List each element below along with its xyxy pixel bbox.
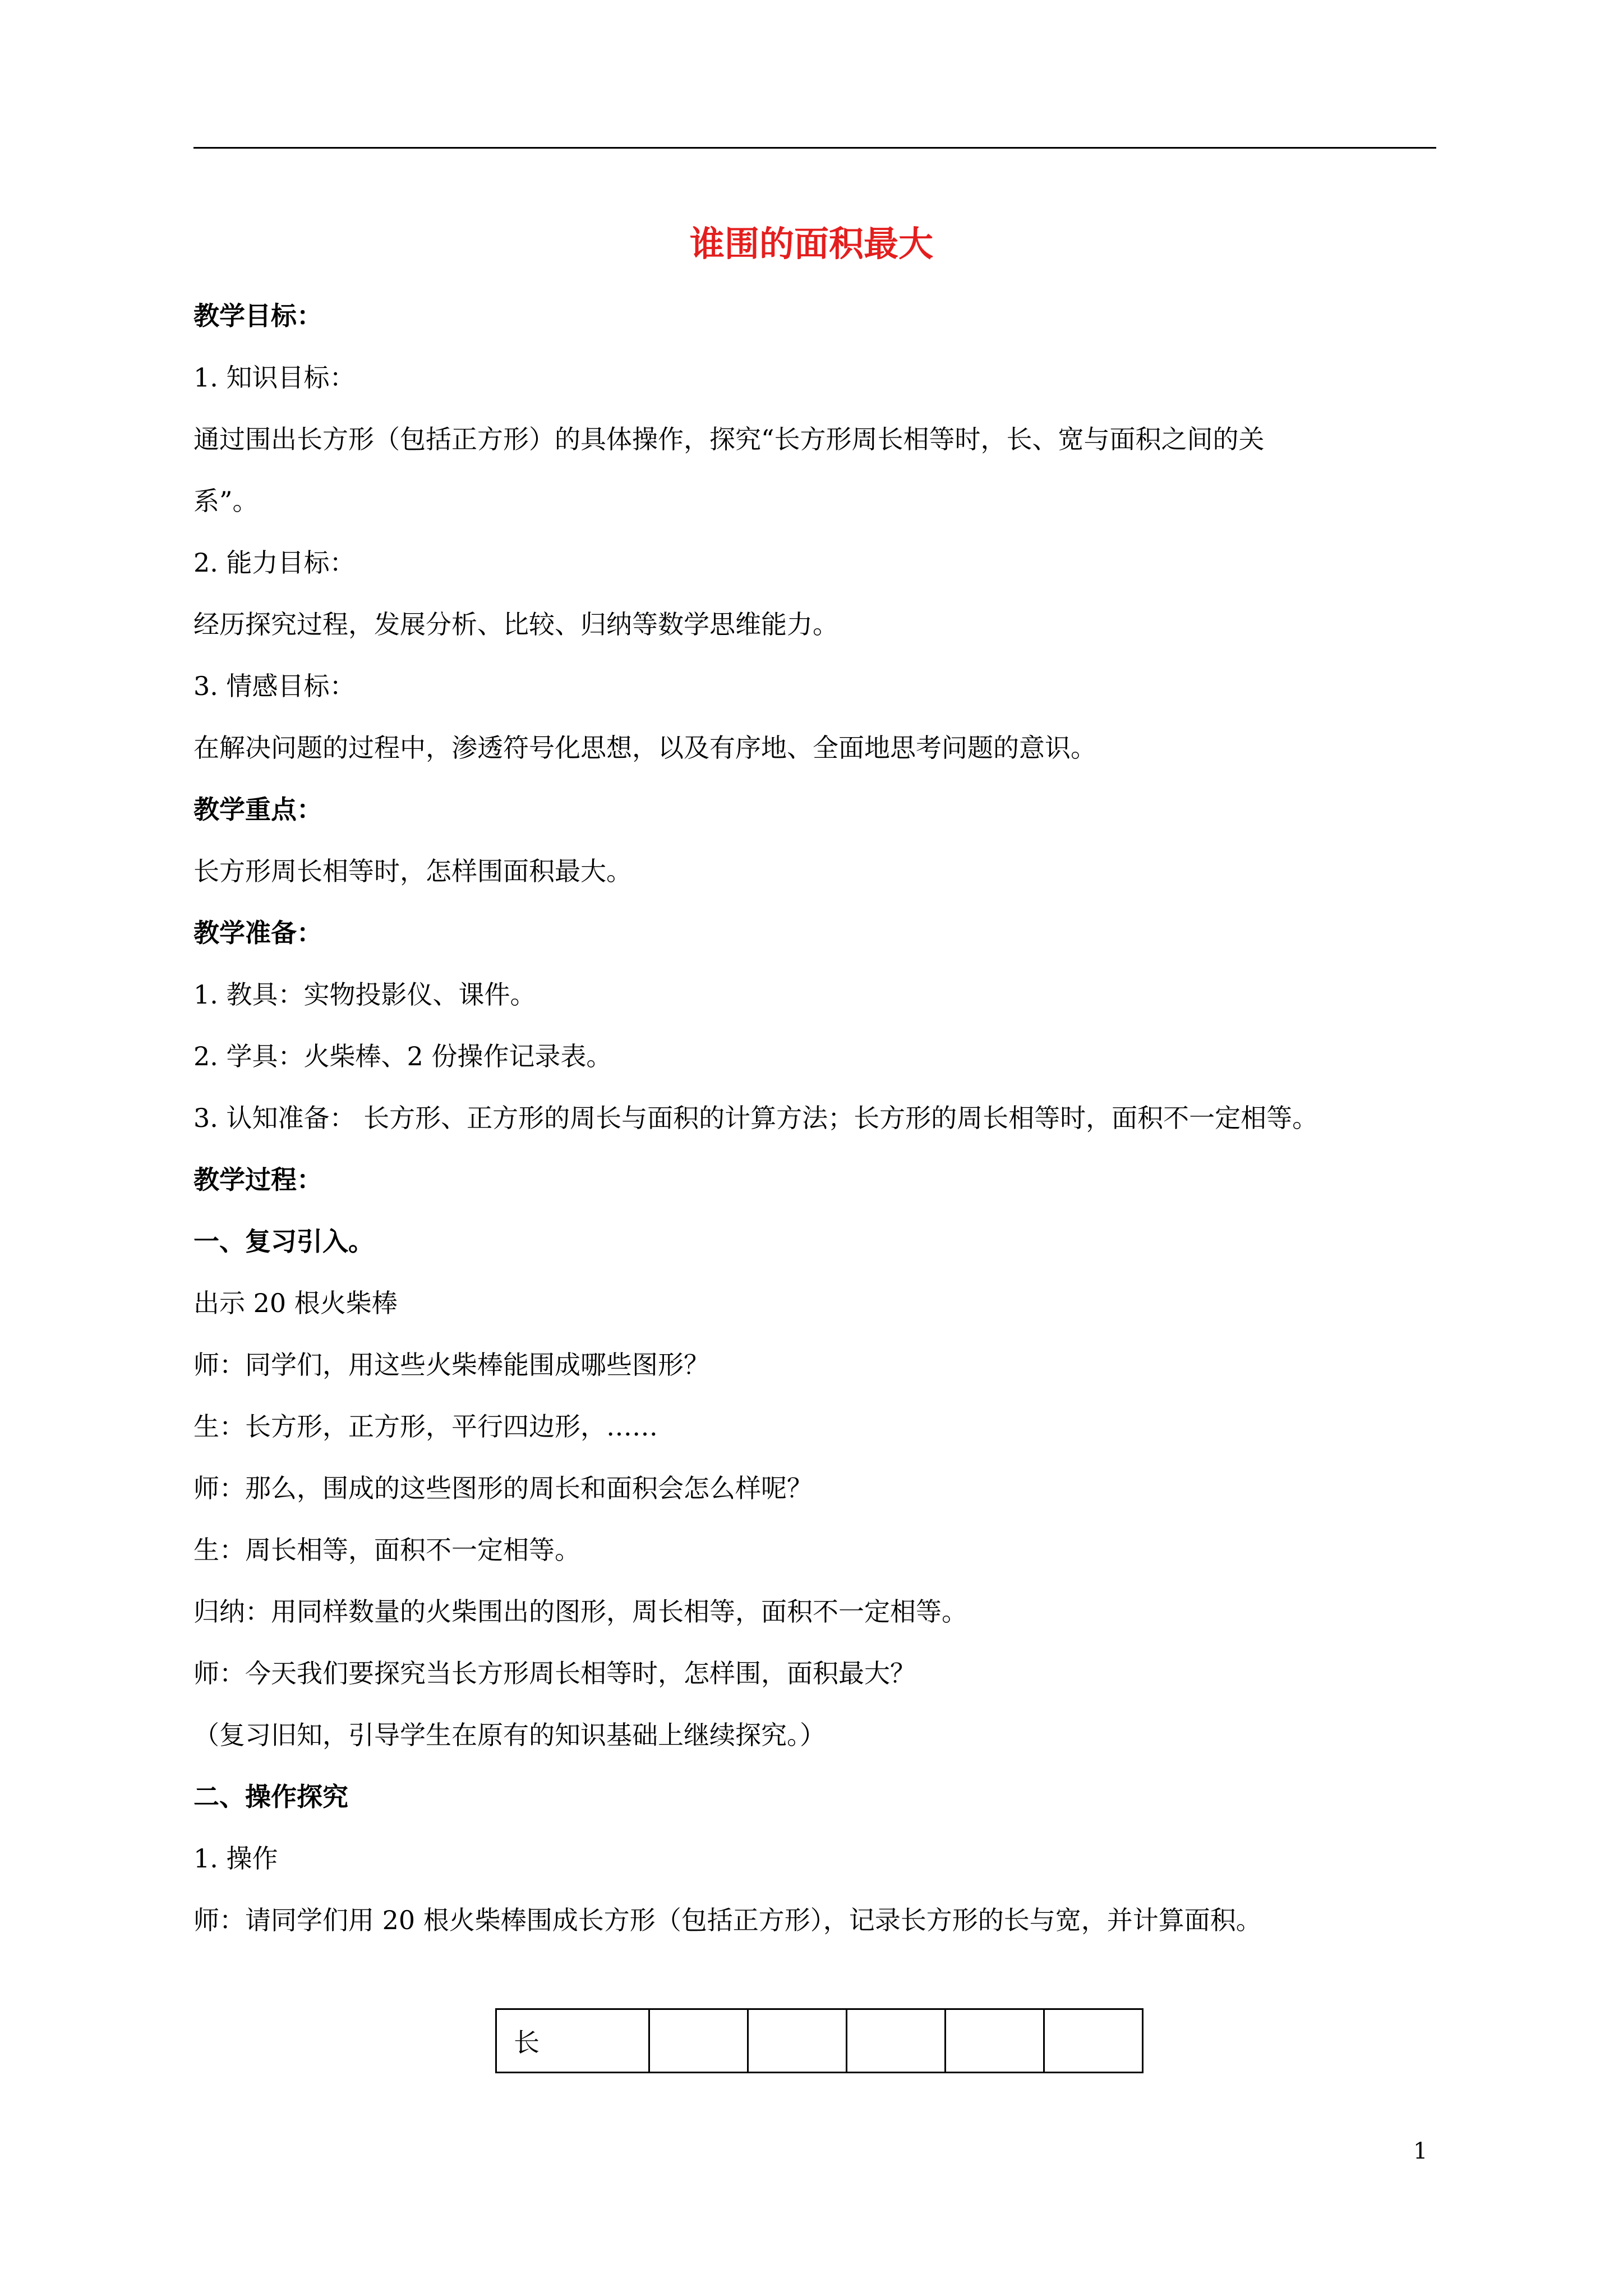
paragraph-line: （复习旧知，引导学生在原有的知识基础上继续探究。） — [193, 1720, 826, 1750]
paragraph-line: 3. 认知准备： 长方形、正方形的周长与面积的计算方法；长方形的周长相等时，面积不一定相等。 — [193, 1103, 1318, 1133]
paragraph-line: 2. 能力目标： — [193, 547, 356, 578]
header-rule — [193, 147, 1436, 149]
table-cell — [748, 2009, 847, 2073]
heading-key-points: 教学重点： — [193, 794, 322, 825]
heading-section-2: 二、操作探究 — [193, 1782, 348, 1812]
paragraph-line: 出示 20 根火柴棒 — [193, 1288, 398, 1318]
paragraph-line: 1. 操作 — [193, 1843, 278, 1874]
paragraph-line: 1. 教具：实物投影仪、课件。 — [193, 979, 536, 1010]
paragraph-line: 长方形周长相等时，怎样围面积最大。 — [193, 856, 632, 886]
paragraph-line: 经历探究过程，发展分析、比较、归纳等数学思维能力。 — [193, 609, 838, 639]
paragraph-line: 师：今天我们要探究当长方形周长相等时，怎样围，面积最大？ — [193, 1658, 916, 1688]
paragraph-line: 生：周长相等，面积不一定相等。 — [193, 1535, 580, 1565]
heading-section-1: 一、复习引入。 — [193, 1226, 374, 1257]
paragraph-line: 师：那么，围成的这些图形的周长和面积会怎么样呢？ — [193, 1473, 813, 1503]
heading-process: 教学过程： — [193, 1165, 322, 1195]
paragraph-line: 在解决问题的过程中，渗透符号化思想，以及有序地、全面地思考问题的意识。 — [193, 733, 1096, 763]
paragraph-line: 归纳：用同样数量的火柴围出的图形，周长相等，面积不一定相等。 — [193, 1596, 967, 1627]
table-cell — [1044, 2009, 1143, 2073]
paragraph-line: 3. 情感目标： — [193, 671, 356, 701]
paragraph-line: 生：长方形，正方形，平行四边形，…… — [193, 1411, 658, 1442]
paragraph-line: 2. 学具：火柴棒、2 份操作记录表。 — [193, 1041, 612, 1071]
paragraph-line: 通过围出长方形（包括正方形）的具体操作，探究“长方形周长相等时，长、宽与面积之间的关 — [193, 424, 1265, 454]
table-cell — [847, 2009, 946, 2073]
table-cell — [946, 2009, 1044, 2073]
paragraph-line: 师：请同学们用 20 根火柴棒围成长方形（包括正方形），记录长方形的长与宽，并计算面积。 — [193, 1905, 1262, 1935]
heading-preparation: 教学准备： — [193, 918, 322, 948]
page-title: 谁围的面积最大 — [689, 223, 933, 264]
paragraph-line: 师：同学们，用这些火柴棒能围成哪些图形？ — [193, 1350, 709, 1380]
heading-teaching-goals: 教学目标： — [193, 301, 322, 331]
page-number: 1 — [1413, 2138, 1428, 2164]
table-cell — [649, 2009, 748, 2073]
paragraph-line: 1. 知识目标： — [193, 362, 356, 393]
table-cell: 长 — [496, 2009, 649, 2073]
record-table — [495, 2008, 1144, 2073]
paragraph-line: 系”。 — [193, 486, 259, 516]
table-row — [496, 2009, 1143, 2073]
